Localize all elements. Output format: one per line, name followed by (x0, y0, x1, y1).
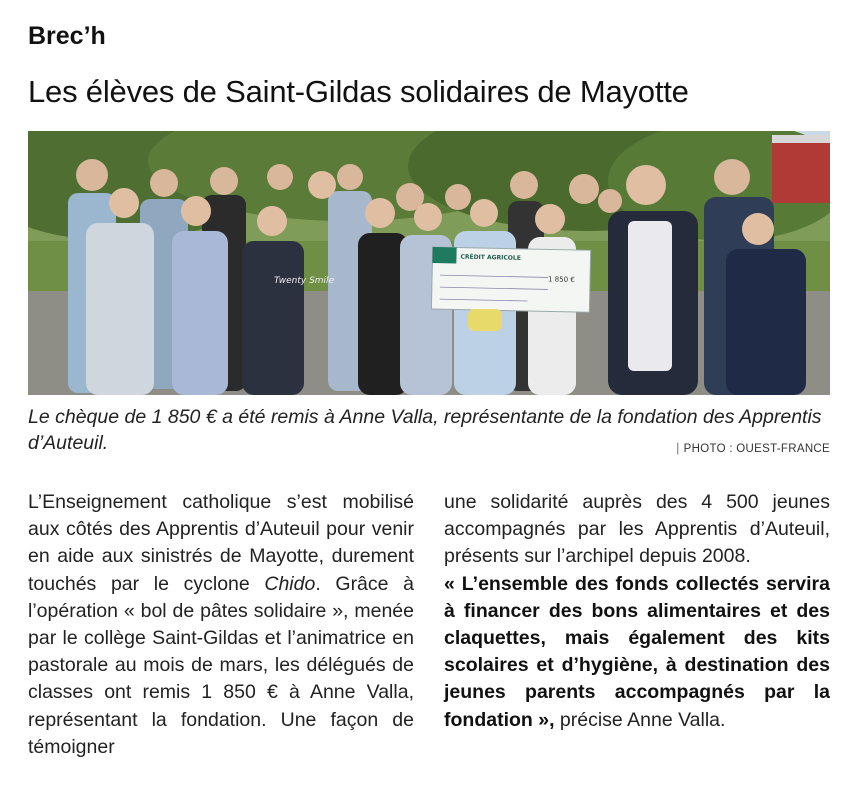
quote: « L’ensemble des fonds collectés servira à financer des bons alimentaires et des claquettes, mais également des kits scolaires et d’hygiène, à destination des jeunes parents accompagnés par la fondation », (444, 572, 830, 731)
cheque-bank: CRÉDIT AGRICOLE (460, 253, 521, 262)
article-photo (28, 131, 830, 395)
article-headline: Les élèves de Saint-Gildas solidaires de Mayotte (28, 74, 689, 109)
cheque-amount: 1 850 € (547, 275, 575, 284)
photo-caption: Le chèque de 1 850 € a été remis à Anne Valla, représentante de la fondation des Apprentis d’Auteuil. (28, 406, 822, 454)
article-body-left (28, 489, 414, 761)
quote-attribution: précise Anne Valla. (554, 708, 726, 731)
photo-credit-text: PHOTO : OUEST-FRANCE (683, 443, 830, 455)
locality-title: Brec’h (28, 22, 106, 50)
article-body-right (444, 489, 830, 734)
body-continuation: une solidarité auprès des 4 500 jeunes accompagnés par les Apprentis d’Auteuil, présents sur l’archipel depuis 2008. (444, 491, 830, 568)
quote-paragraph (444, 571, 830, 734)
hoodie-text: Twenty Smile (274, 276, 335, 286)
photo-credit: | PHOTO : OUEST-FRANCE (676, 441, 830, 455)
body-paragraph: L’Enseignement catholique s’est mobilisé aux côtés des Apprentis d’Auteuil pour venir en aide aux sinistrés de Mayotte, durement touchés par le cyclone Chido. Grâce à l’opération « bol de pâtes solidaire », menée par le collège Saint-Gildas et l’animatrice en pastorale au mois de mars, les délégués de classes ont remis 1 850 € à Anne Valla, représentant la fondation. Une façon de témoigner (28, 491, 414, 758)
cyclone-name: Chido (264, 572, 316, 595)
